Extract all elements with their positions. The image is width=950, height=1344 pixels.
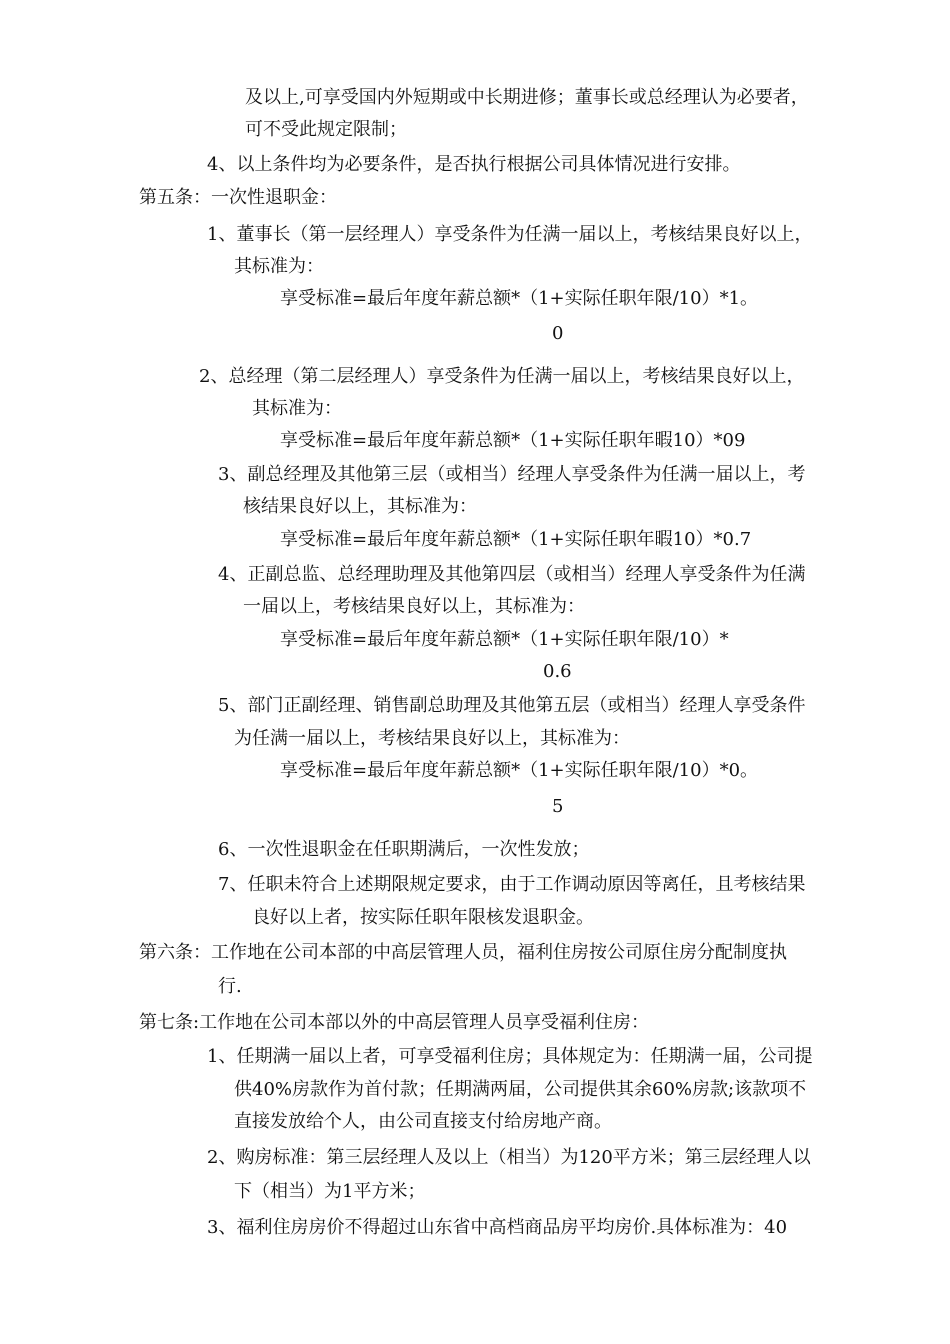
text-line: 及以上,可享受国内外短期或中长期进修；董事长或总经理认为必要者， <box>245 87 809 108</box>
text-line: 供40%房款作为首付款；任期满两届，公司提供其余60%房款;该款项不 <box>234 1079 807 1100</box>
text-line: 下（相当）为1平方米； <box>234 1181 426 1202</box>
section-heading: 第七条:工作地在公司本部以外的中高层管理人员享受福利住房： <box>139 1012 650 1033</box>
text-line: 1、任期满一届以上者，可享受福利住房；具体规定为：任期满一届，公司提 <box>207 1046 813 1067</box>
formula-continuation: 0 <box>552 323 564 344</box>
text-line: 直接发放给个人，由公司直接支付给房地产商。 <box>234 1111 612 1132</box>
text-line: 1、董事长（第一层经理人）享受条件为任满一届以上，考核结果良好以上， <box>207 224 813 245</box>
text-line: 可不受此规定限制； <box>245 119 407 140</box>
formula-line: 享受标准=最后年度年薪总额*（1+实际任职年暇10）*09 <box>280 430 746 451</box>
text-line: 其标准为： <box>234 256 324 277</box>
formula-line: 享受标准=最后年度年薪总额*（1+实际任职年暇10）*0.7 <box>280 529 752 550</box>
text-line: 4、以上条件均为必要条件，是否执行根据公司具体情况进行安排。 <box>207 154 741 175</box>
text-line: 2、总经理（第二层经理人）享受条件为任满一届以上，考核结果良好以上， <box>199 366 805 387</box>
text-line: 3、福利住房房价不得超过山东省中高档商品房平均房价.具体标准为：40 <box>207 1217 788 1238</box>
text-line: 3、副总经理及其他第三层（或相当）经理人享受条件为任满一届以上，考 <box>218 464 806 485</box>
formula-line: 享受标准=最后年度年薪总额*（1+实际任职年限/10）* <box>280 629 729 650</box>
section-heading: 第五条：一次性退职金： <box>139 187 337 208</box>
text-line: 核结果良好以上，其标准为： <box>243 496 477 517</box>
text-line: 一届以上，考核结果良好以上，其标准为： <box>243 596 585 617</box>
text-line: 6、一次性退职金在任职期满后，一次性发放； <box>218 839 590 860</box>
text-line: 其标准为： <box>252 398 342 419</box>
text-line: 5、部门正副经理、销售副总助理及其他第五层（或相当）经理人享受条件 <box>218 695 806 716</box>
text-line: 良好以上者，按实际任职年限核发退职金。 <box>252 907 594 928</box>
text-line: 为任满一届以上，考核结果良好以上，其标准为： <box>234 728 630 749</box>
text-line: 2、购房标准：第三层经理人及以上（相当）为120平方米；第三层经理人以 <box>207 1147 811 1168</box>
formula-continuation: 0.6 <box>543 661 572 682</box>
text-line: 行. <box>218 976 242 997</box>
text-line: 7、任职未符合上述期限规定要求，由于工作调动原因等离任，且考核结果 <box>218 874 806 895</box>
section-heading: 第六条：工作地在公司本部的中高层管理人员，福利住房按公司原住房分配制度执 <box>139 942 787 963</box>
text-line: 4、正副总监、总经理助理及其他第四层（或相当）经理人享受条件为任满 <box>218 564 806 585</box>
formula-line: 享受标准=最后年度年薪总额*（1+实际任职年限/10）*0。 <box>280 760 759 781</box>
formula-continuation: 5 <box>552 796 564 817</box>
formula-line: 享受标准=最后年度年薪总额*（1+实际任职年限/10）*1。 <box>280 288 759 309</box>
